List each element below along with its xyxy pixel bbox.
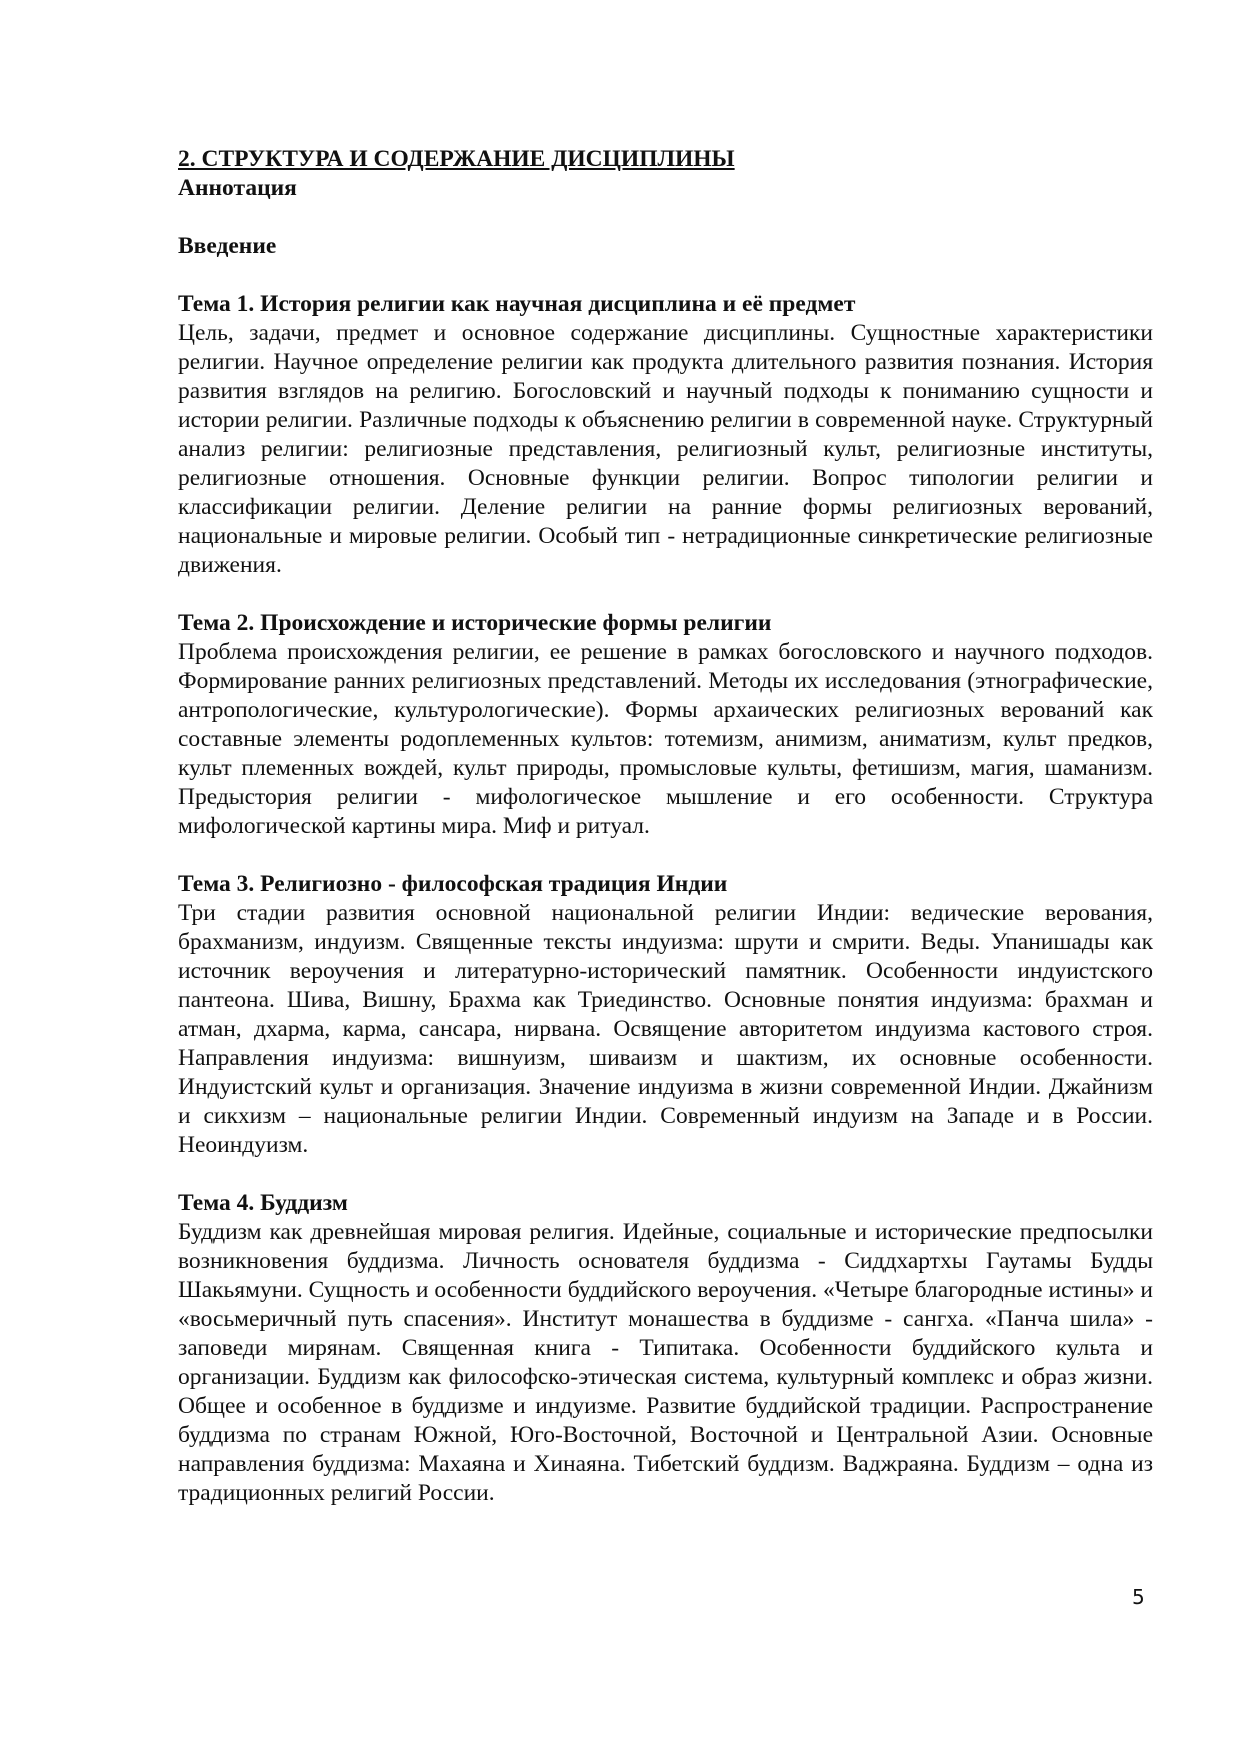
topic-title: Тема 1. История религии как научная дисциплина и её предмет [178,291,856,317]
topic-2 [178,609,1153,841]
topic-body: Цель, задачи, предмет и основное содержание дисциплины. Сущностные характеристики религии. Научное определение религии как продукта длительного развития познания. История развития взглядов на религию. Богословский и научный подходы к пониманию сущности и истории религии. Различные подходы к объяснению религии в современной науке. Структурный анализ религии: религиозные представления, религиозный культ, религиозные институты, религиозные отношения. Основные функции религии. Вопрос типологии религии и классификации религии. Деление религии на ранние формы религиозных верований, национальные и мировые религии. Особый тип - нетрадиционные синкретические религиозные движения. [178,320,1153,578]
topic-title: Тема 2. Происхождение и исторические формы религии [178,610,772,636]
topic-body: Проблема происхождения религии, ее решение в рамках богословского и научного подходов. Формирование ранних религиозных представлений. Методы их исследования (этнографические, антропологические, культурологические). Формы архаических религиозных верований как составные элементы родоплеменных культов: тотемизм, анимизм, аниматизм, культ предков, культ племенных вождей, культ природы, промысловые культы, фетишизм, магия, шаманизм. Предыстория религии - мифологическое мышление и его особенности. Структура мифологической картины мира. Миф и ритуал. [178,639,1153,839]
page-number: 5 [1132,1585,1145,1609]
topic-body: Буддизм как древнейшая мировая религия. Идейные, социальные и исторические предпосылки возникновения буддизма. Личность основателя буддизма - Сиддхартхы Гаутамы Будды Шакьямуни. Сущность и особенности буддийского вероучения. «Четыре благородные истины» и «восьмеричный путь спасения». Институт монашества в буддизме - сангха. «Панча шила» - заповеди мирянам. Священная книга - Типитака. Особенности буддийского культа и организации. Буддизм как философско-этическая система, культурный комплекс и образ жизни. Общее и особенное в буддизме и индуизме. Развитие буддийской традиции. Распространение буддизма по странам Южной, Юго-Восточной, Восточной и Центральной Азии. Основные направления буддизма: Махаяна и Хинаяна. Тибетский буддизм. Ваджраяна. Буддизм – одна из традиционных религий России. [178,1219,1153,1506]
topic-1 [178,290,1153,580]
intro-heading: Введение [178,233,277,259]
annotation-heading: Аннотация [178,175,297,201]
topic-3 [178,870,1153,1160]
topic-title: Тема 3. Религиозно - философская традиция Индии [178,871,728,897]
topic-body: Три стадии развития основной национальной религии Индии: ведические верования, брахманизм, индуизм. Священные тексты индуизма: шрути и смрити. Веды. Упанишады как источник вероучения и литературно-исторический памятник. Особенности индуистского пантеона. Шива, Вишну, Брахма как Триединство. Основные понятия индуизма: брахман и атман, дхарма, карма, сансара, нирвана. Освящение авторитетом индуизма кастового строя. Направления индуизма: вишнуизм, шиваизм и шактизм, их основные особенности. Индуистский культ и организация. Значение индуизма в жизни современной Индии. Джайнизм и сикхизм – национальные религии Индии. Современный индуизм на Западе и в России. Неоиндуизм. [178,900,1153,1158]
section-title: 2. СТРУКТУРА И СОДЕРЖАНИЕ ДИСЦИПЛИНЫ [178,146,735,172]
topic-4 [178,1189,1153,1508]
document-content [178,145,1153,1508]
topic-title: Тема 4. Буддизм [178,1190,348,1216]
